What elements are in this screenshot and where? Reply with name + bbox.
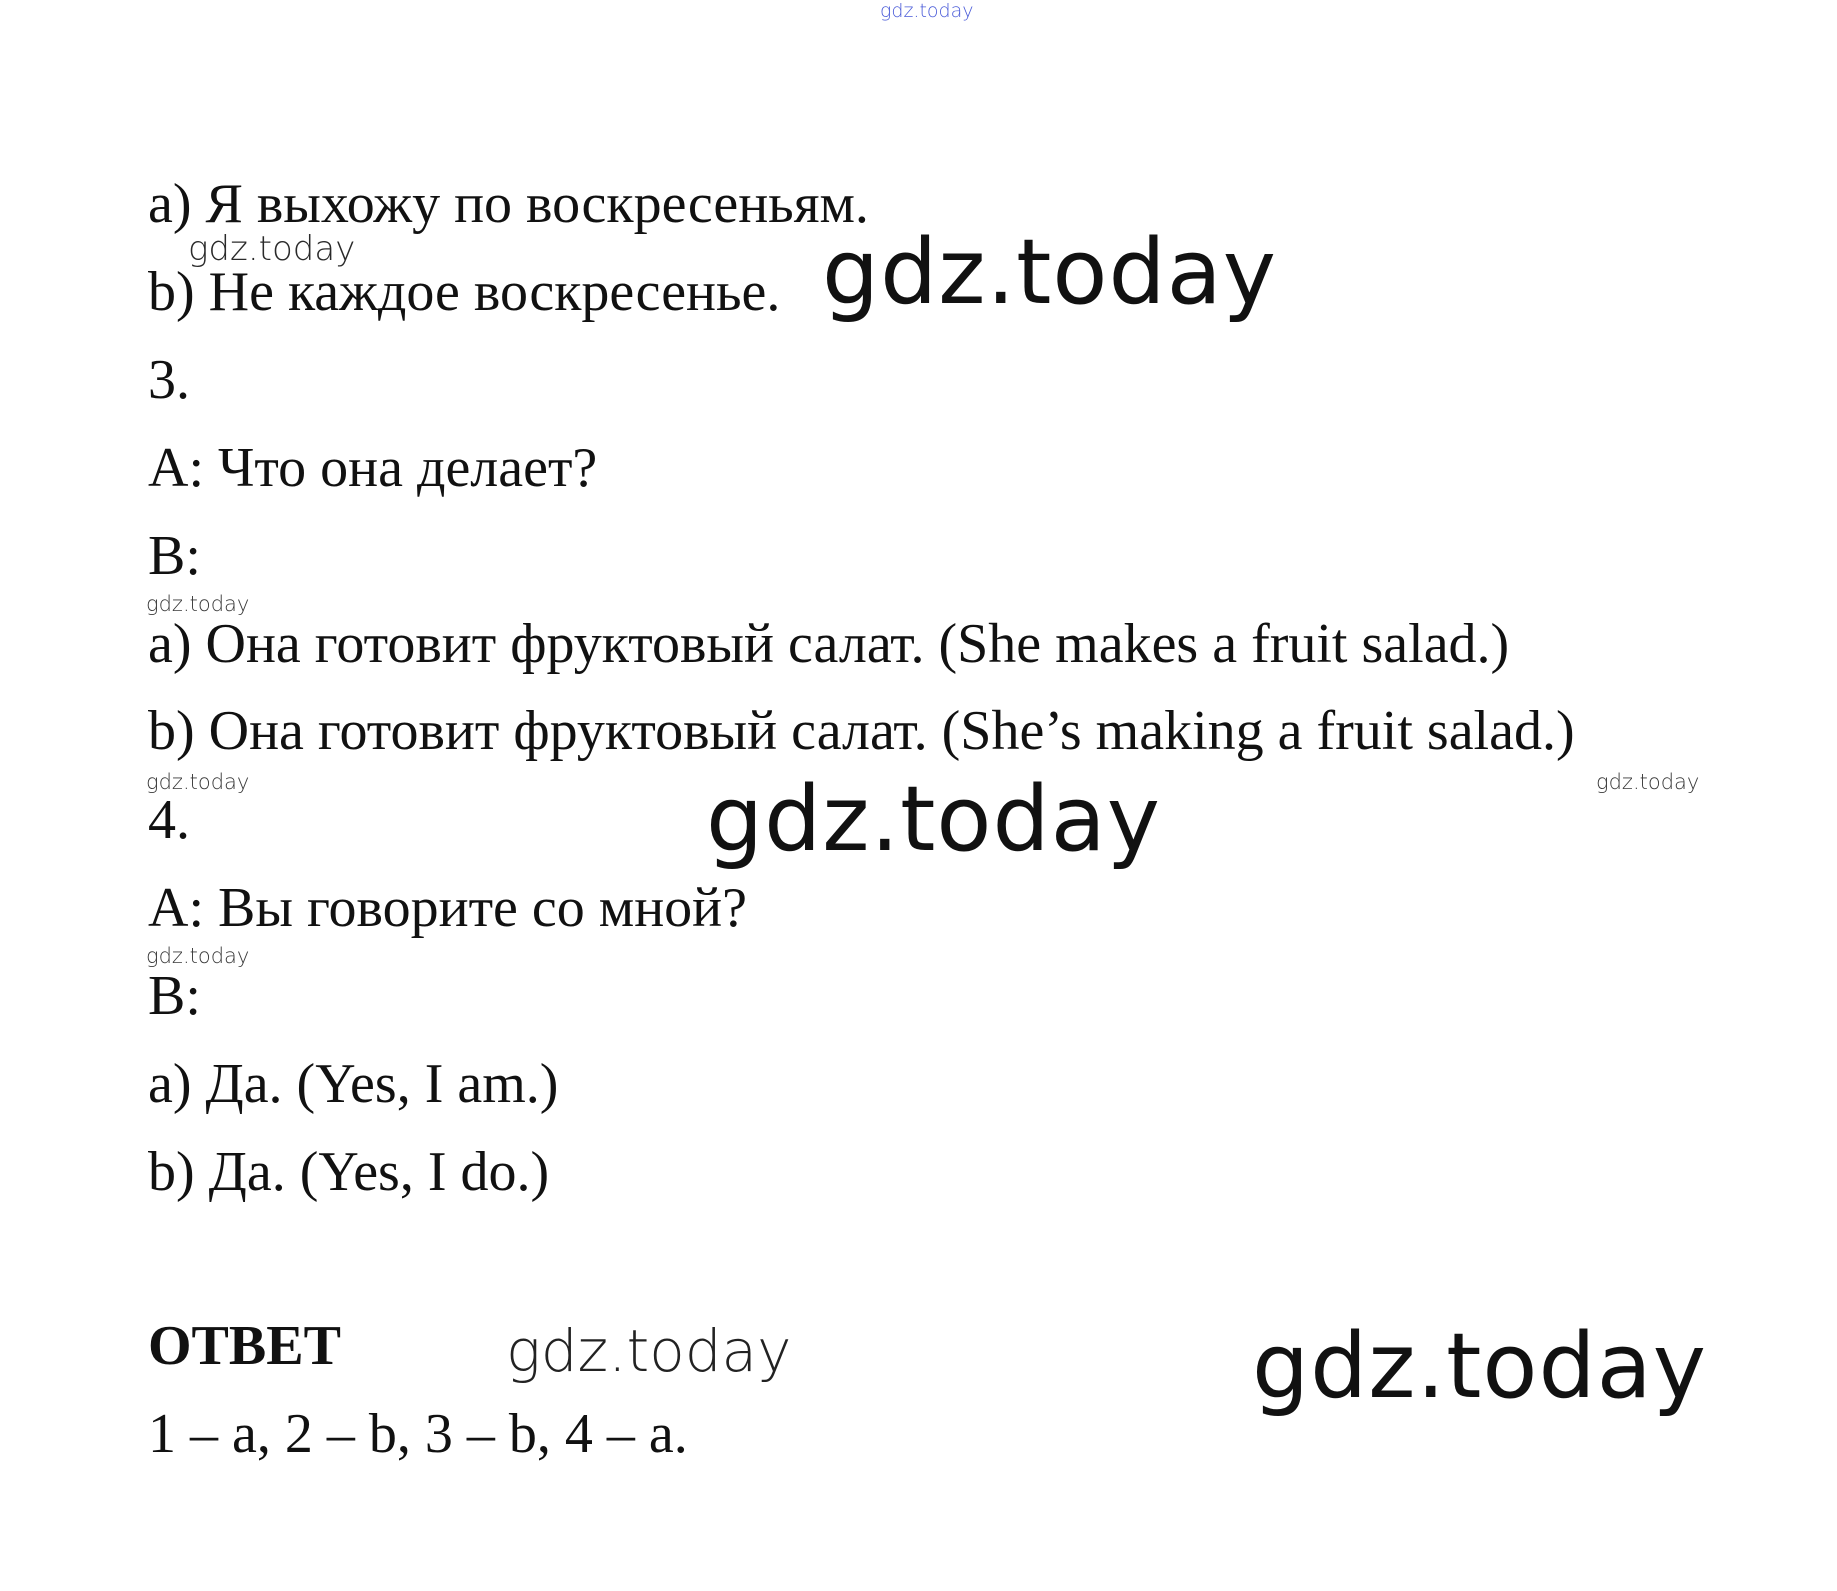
item-number-4: 4.: [148, 789, 190, 851]
item-number-3: 3.: [148, 349, 190, 411]
line-3b: b) Она готовит фруктовый салат. (She’s making a fruit salad.): [148, 700, 1575, 762]
speaker-b-3: B:: [148, 525, 201, 587]
watermark-5: gdz.today: [1596, 770, 1700, 794]
speaker-b-4: B:: [148, 965, 201, 1027]
watermark-8: gdz.today: [506, 1317, 792, 1385]
answer-heading: ОТВЕТ: [148, 1315, 341, 1377]
line-2a: a) Я выхожу по воскресеньям.: [148, 173, 869, 235]
watermark-1: gdz.today: [188, 229, 356, 269]
line-4a: a) Да. (Yes, I am.): [148, 1053, 559, 1115]
answer-text: 1 – a, 2 – b, 3 – b, 4 – a.: [148, 1403, 688, 1465]
watermark-4: gdz.today: [146, 770, 250, 794]
question-4: A: Вы говорите со мной?: [148, 877, 747, 939]
watermark-6: gdz.today: [706, 767, 1162, 872]
question-3: A: Что она делает?: [148, 437, 598, 499]
watermark-3: gdz.today: [146, 592, 250, 616]
line-2b: b) Не каждое воскресенье.: [148, 261, 781, 323]
watermark-7: gdz.today: [146, 944, 250, 968]
line-3a: a) Она готовит фруктовый салат. (She makes a fruit salad.): [148, 613, 1510, 675]
watermark-9: gdz.today: [1252, 1314, 1708, 1419]
watermark-2: gdz.today: [822, 220, 1278, 325]
line-4b: b) Да. (Yes, I do.): [148, 1141, 550, 1203]
watermark-top: gdz.today: [880, 0, 974, 22]
